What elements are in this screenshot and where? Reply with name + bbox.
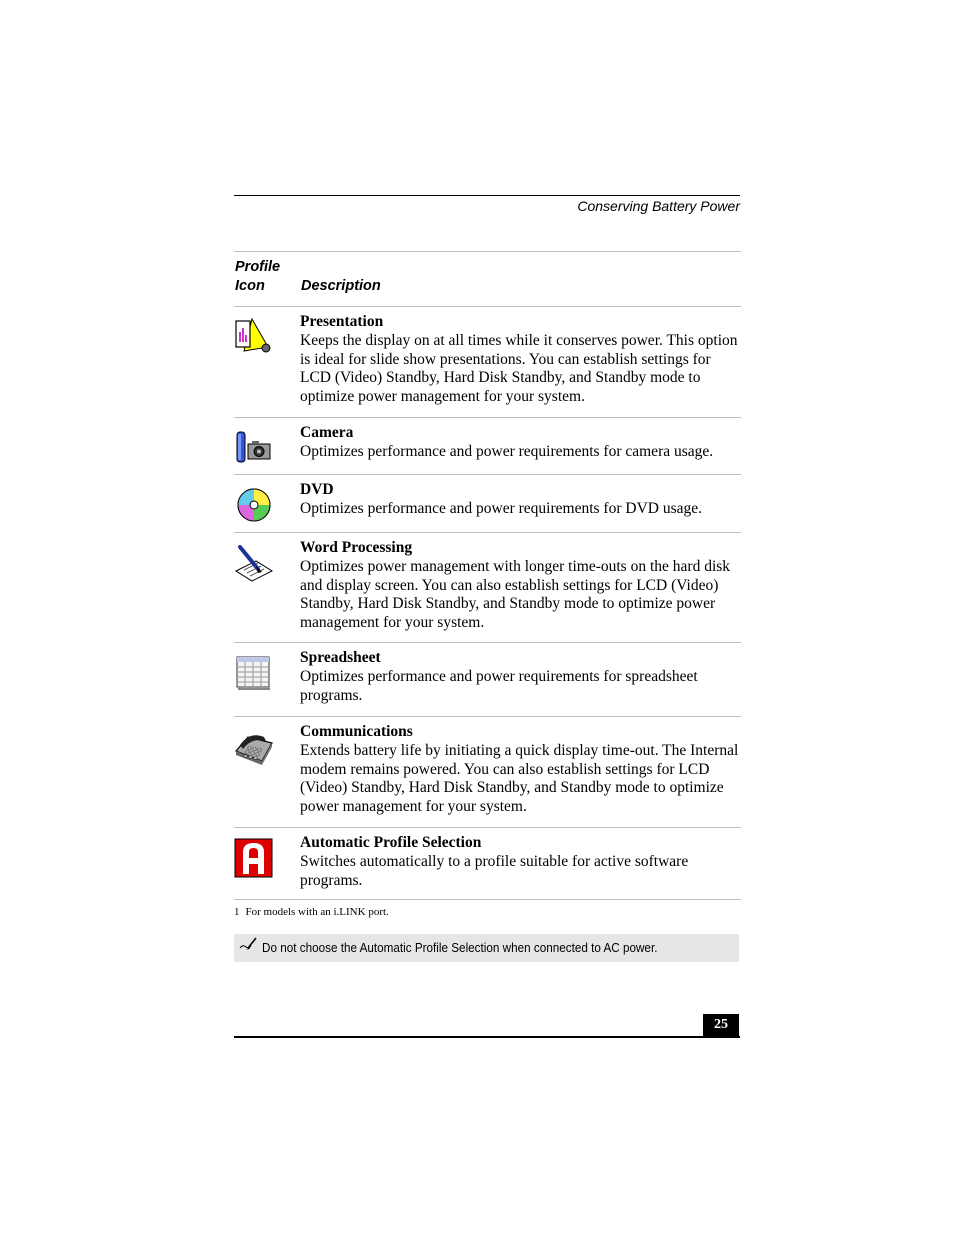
table-row (234, 643, 741, 717)
table-row (234, 418, 741, 475)
spreadsheet-icon (234, 653, 274, 693)
row-description: Switches automatically to a profile suitable for active software programs. (300, 852, 689, 889)
row-description: Optimizes performance and power requirements for DVD usage. (300, 499, 702, 517)
footnote-text: For models with an i.LINK port. (245, 906, 389, 918)
table-row (234, 475, 741, 533)
row-title: Spreadsheet (300, 649, 381, 666)
running-header: Conserving Battery Power (577, 198, 740, 214)
profile-table (234, 251, 741, 900)
word-processing-icon (234, 543, 274, 583)
footer-rule (234, 1036, 740, 1038)
note-box (234, 934, 739, 962)
table-row (234, 717, 741, 828)
row-title: Automatic Profile Selection (300, 834, 482, 851)
row-title: Camera (300, 424, 354, 441)
communications-icon (234, 727, 274, 767)
dvd-icon (234, 485, 274, 525)
automatic-profile-icon (234, 838, 274, 878)
presentation-icon (234, 317, 274, 357)
table-row (234, 533, 741, 643)
row-description: Optimizes performance and power requirements for spreadsheet programs. (300, 667, 698, 704)
row-title: Word Processing (300, 539, 413, 556)
row-description: Extends battery life by initiating a quick display time-out. The Internal modem remains powered. You can also establish settings for LCD (Video) Standby, Hard Disk Standby, and Standby mode to optimize power management for your system. (300, 741, 739, 816)
page-number: 25 (703, 1014, 739, 1036)
footnote (234, 906, 389, 918)
row-description: Keeps the display on at all times while it conserves power. This option is ideal for slide show presentations. You can establish settings for LCD (Video) Standby, Hard Disk Standby, and Standby mode to optimize power management for your system. (300, 331, 738, 406)
header-rule (234, 195, 740, 196)
row-title: Presentation (300, 313, 384, 330)
table-header (234, 252, 741, 307)
note-text: Do not choose the Automatic Profile Selection when connected to AC power. (262, 940, 658, 955)
row-title: Communications (300, 723, 413, 740)
column-header-icon: Profile Icon (235, 259, 281, 294)
footnote-number: 1 (234, 906, 240, 918)
table-row (234, 828, 741, 900)
row-description: Optimizes power management with longer time-outs on the hard disk and display screen. You can also establish settings for LCD (Video) Standby, Hard Disk Standby, and Standby mode to optimize power management for your system. (300, 557, 731, 632)
row-description: Optimizes performance and power requirements for camera usage. (300, 442, 714, 460)
camera-icon (234, 428, 274, 468)
pen-note-icon (239, 936, 257, 954)
column-header-description: Description (301, 278, 381, 294)
table-row (234, 307, 741, 418)
row-title: DVD (300, 481, 334, 498)
